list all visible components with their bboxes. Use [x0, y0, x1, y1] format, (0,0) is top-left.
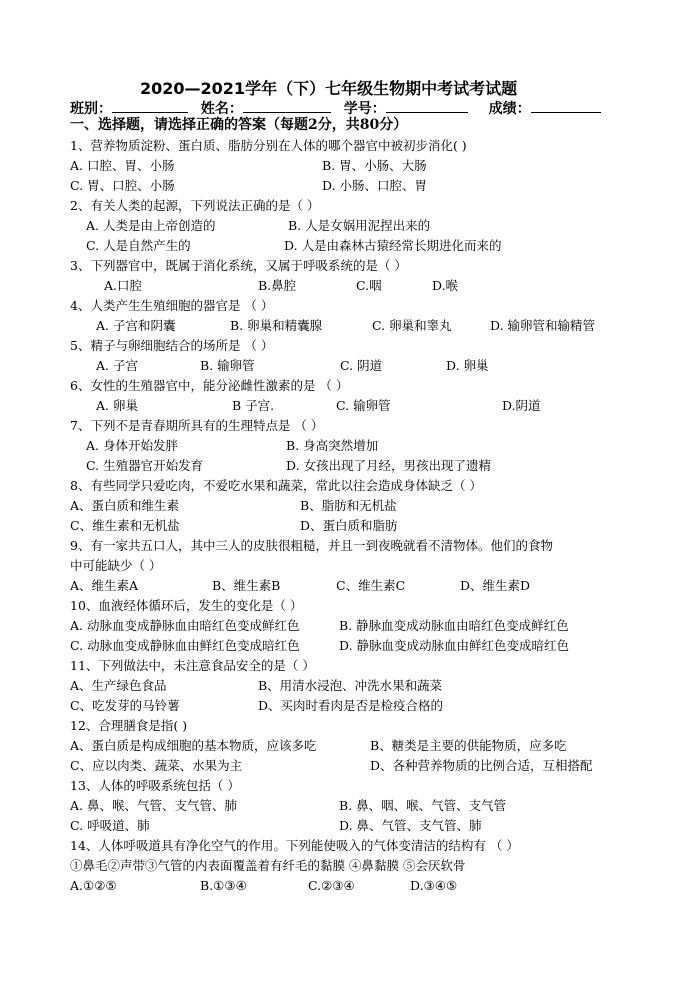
option[interactable]: A. 子宫和阴囊 — [96, 318, 176, 333]
option[interactable]: B. 人是女娲用泥捏出来的 — [288, 218, 431, 233]
question-stem: 10、血液经体循环后，发生的变化是（ ） — [70, 598, 303, 613]
option[interactable]: B. 静脉血变成动脉血由暗红色变成鲜红色 — [339, 618, 569, 633]
class-label: 班别： — [70, 101, 112, 117]
option[interactable]: C. 阴道 — [340, 358, 383, 373]
page-title: 2020—2021学年（下）七年级生物期中考试考试题 — [140, 79, 518, 98]
question-stem: 3、下列器官中，既属于消化系统，又属于呼吸系统的是（ ） — [70, 258, 407, 273]
option[interactable]: C. 呼吸道、肺 — [70, 818, 150, 833]
option[interactable]: D. 静脉血变成动脉血由鲜红色变成暗红色 — [339, 638, 570, 653]
option[interactable]: A.口腔 — [104, 278, 143, 293]
question-stem: 4、人类产生生殖细胞的器官是 （ ） — [70, 298, 274, 313]
option[interactable]: D. 鼻、气管、支气管、肺 — [339, 818, 482, 833]
question-stem: 7、下列不是青春期所具有的生理特点是 （ ） — [70, 418, 324, 433]
question-stem-cont: ①鼻毛②声带③气管的内表面覆盖着有纤毛的黏膜 ④鼻黏膜 ⑤会厌软骨 — [70, 858, 466, 873]
option[interactable]: B. 鼻、咽、喉、气管、支气管 — [339, 798, 507, 813]
name-label: 姓名： — [200, 101, 243, 117]
option[interactable]: A. 子宫 — [96, 358, 138, 373]
question-stem: 12、合理膳食是指( ) — [70, 718, 188, 733]
option[interactable]: B、糖类是主要的供能物质，应多吃 — [370, 738, 567, 753]
option[interactable]: D.③④⑤ — [410, 878, 458, 893]
option[interactable]: D. 人是由森林古猿经常长期进化而来的 — [284, 238, 502, 253]
option[interactable]: A. 卵巢 — [96, 398, 138, 413]
question-stem: 2、有关人类的起源，下列说法正确的是（ ） — [70, 198, 320, 213]
option[interactable]: A、蛋白质和维生素 — [70, 498, 180, 513]
question-stem: 8、有些同学只爱吃肉，不爱吃水果和蔬菜，常此以往会造成身体缺乏（ ） — [70, 478, 482, 493]
option[interactable]: D. 小肠、口腔、胃 — [322, 178, 428, 193]
name-blank[interactable] — [243, 98, 331, 113]
option[interactable]: A、生产绿色食品 — [70, 678, 167, 693]
option[interactable]: D.喉 — [432, 278, 459, 293]
option[interactable]: C. 胃、口腔、小肠 — [70, 178, 175, 193]
question-stem: 11、下列做法中，未注意食品安全的是（ ） — [70, 658, 315, 673]
option[interactable]: C. 卵巢和睾丸 — [372, 318, 452, 333]
option[interactable]: B、用清水浸泡、冲洗水果和蔬菜 — [258, 678, 443, 693]
option[interactable]: A、蛋白质是构成细胞的基本物质，应该多吃 — [70, 738, 317, 753]
option[interactable]: D. 输卵管和输精管 — [490, 318, 596, 333]
option[interactable]: D、蛋白质和脂肪 — [300, 518, 398, 533]
score-label: 成绩： — [488, 101, 531, 117]
class-blank[interactable] — [112, 98, 188, 113]
option[interactable]: B. 胃、小肠、大肠 — [322, 158, 427, 173]
option[interactable]: B.鼻腔 — [258, 278, 297, 293]
option[interactable]: B、脂肪和无机盐 — [300, 498, 397, 513]
option[interactable]: A. 人类是由上帝创造的 — [86, 218, 216, 233]
option[interactable]: D. 卵巢 — [446, 358, 489, 373]
option[interactable]: A.①②⑤ — [70, 878, 117, 893]
option[interactable]: C. 输卵管 — [336, 398, 391, 413]
section-heading: 一、选择题，请选择正确的答案（每题2分，共80分） — [70, 117, 408, 133]
option[interactable]: B. 身高突然增加 — [286, 438, 379, 453]
option[interactable]: C、吃发芽的马铃薯 — [70, 698, 180, 713]
question-stem-cont: 中可能缺少（ ） — [70, 558, 162, 573]
option[interactable]: C. 人是自然产生的 — [86, 238, 191, 253]
question-stem: 14、人体呼吸道具有净化空气的作用。下列能使吸入的气体变清洁的结构有 （ ） — [70, 838, 519, 853]
option[interactable]: C、应以肉类、蔬菜、水果为主 — [70, 758, 243, 773]
question-stem: 13、人体的呼吸系统包括（ ） — [70, 778, 240, 793]
option[interactable]: B 子宫. — [232, 398, 275, 413]
option[interactable]: C. 生殖器官开始发育 — [86, 458, 204, 473]
option[interactable]: C. 动脉血变成静脉血由鲜红色变成暗红色 — [70, 638, 300, 653]
option[interactable]: A. 鼻、喉、气管、支气管、肺 — [70, 798, 237, 813]
option[interactable]: A. 动脉血变成静脉血由暗红色变成鲜红色 — [70, 618, 300, 633]
option[interactable]: A. 身体开始发胖 — [86, 438, 178, 453]
option[interactable]: A. 口腔、胃、小肠 — [70, 158, 175, 173]
id-label: 学号： — [343, 101, 386, 117]
option[interactable]: C.咽 — [356, 278, 382, 293]
option[interactable]: D、各种营养物质的比例合适，互相搭配 — [370, 758, 593, 773]
option[interactable]: D.阴道 — [502, 398, 541, 413]
option[interactable]: D、买肉时看肉是否是检疫合格的 — [258, 698, 444, 713]
option[interactable]: B.①③④ — [200, 878, 247, 893]
option[interactable]: D. 女孩出现了月经，男孩出现了遗精 — [286, 458, 492, 473]
option[interactable]: C、维生素和无机盐 — [70, 518, 180, 533]
question-stem: 9、有一家共五口人，其中三人的皮肤很粗糙，并且一到夜晚就看不清物体。他们的食物 — [70, 538, 553, 553]
option[interactable]: C、维生素C — [336, 578, 406, 593]
question-stem: 6、女性的生殖器官中，能分泌雌性激素的是 （ ） — [70, 378, 349, 393]
option[interactable]: B、维生素B — [212, 578, 281, 593]
question-stem: 5、精子与卵细胞结合的场所是 （ ） — [70, 338, 274, 353]
option[interactable]: B. 输卵管 — [200, 358, 255, 373]
student-info-row — [70, 98, 601, 118]
question-stem: 1、营养物质淀粉、蛋白质、脂肪分别在人体的哪个器官中被初步消化( ) — [70, 138, 467, 153]
option[interactable]: D、维生素D — [460, 578, 531, 593]
option[interactable]: A、维生素A — [70, 578, 139, 593]
score-blank[interactable] — [531, 98, 601, 113]
option[interactable]: B. 卵巢和精囊腺 — [230, 318, 323, 333]
option[interactable]: C.②③④ — [308, 878, 355, 893]
id-blank[interactable] — [386, 98, 468, 113]
